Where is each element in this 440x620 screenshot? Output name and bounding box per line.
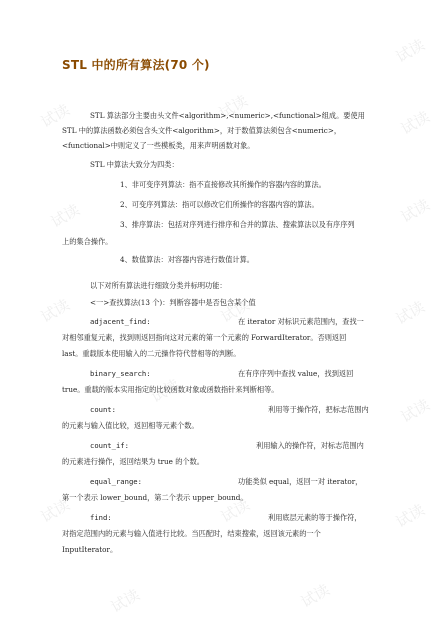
page-title: STL 中的所有算法(70 个)	[62, 58, 210, 72]
algo-desc: InputIterator。	[62, 545, 118, 554]
algo-desc: 在 iterator 对标识元素范围内，查找一	[238, 317, 364, 326]
category-item-continued: 上的集合操作。	[62, 237, 113, 246]
algo-desc: 的元素进行操作，返回结果为 true 的个数。	[62, 457, 204, 466]
watermark: 试读	[297, 580, 333, 612]
algo-name: equal_range:	[90, 477, 142, 486]
algo-name: count_if:	[90, 441, 129, 450]
watermark: 试读	[392, 297, 428, 329]
algo-name: count:	[90, 405, 116, 414]
category-item: 4、数值算法：对容器内容进行数值计算。	[120, 255, 254, 264]
algo-desc: 对指定范围内的元素与输入值进行比较。当匹配时，结束搜索，返回该元素的一个	[62, 529, 321, 538]
intro-line: STL 算法部分主要由头文件<algorithm>,<numeric>,<functional>组成。要使用	[90, 111, 365, 120]
algo-desc: 第一个表示 lower_bound，第二个表示 upper_bound。	[62, 493, 248, 502]
algo-desc: 在有序序列中查找 value，找到返回	[238, 369, 354, 378]
category-item: 2、可变序列算法：指可以修改它们所操作的容器内容的算法。	[120, 200, 319, 209]
algo-name: binary_search:	[90, 369, 151, 378]
algo-name: find:	[90, 513, 112, 522]
watermark: 试读	[397, 107, 433, 139]
detail-intro: 以下对所有算法进行细致分类并标明功能：	[90, 281, 227, 290]
watermark: 试读	[397, 395, 433, 427]
watermark: 试读	[215, 91, 251, 123]
algo-desc: 利用底层元素的等于操作符，	[268, 513, 362, 522]
algo-desc: 利用输入的操作符，对标志范围内	[256, 441, 364, 450]
watermark: 试读	[37, 100, 73, 132]
algo-desc: 对相邻重复元素，找到则返回指向这对元素的第一个元素的 ForwardIterator。否则返回	[62, 333, 347, 342]
algo-desc: last。重载版本使用输入的二元操作符代替相等的判断。	[62, 349, 241, 358]
group-title: <一>查找算法(13 个)：判断容器中是否包含某个值	[90, 298, 256, 307]
watermark: 试读	[217, 295, 253, 327]
algo-desc: 功能类似 equal，返回一对 iterator，	[238, 477, 363, 486]
category-item: 3、排序算法：包括对序列进行排序和合并的算法、搜索算法以及有序序列	[120, 220, 355, 229]
watermark: 试读	[392, 500, 428, 532]
watermark: 试读	[392, 35, 428, 67]
algo-name: adjacent_find:	[90, 317, 151, 326]
watermark: 试读	[147, 375, 183, 407]
intro-line: <functional>中则定义了一些模板类，用来声明函数对象。	[62, 141, 255, 150]
watermark: 试读	[37, 495, 73, 527]
intro-line: STL 中的算法函数必须包含头文件<algorithm>，对于数值算法须包含<numeric>，	[62, 126, 342, 135]
watermark: 试读	[217, 495, 253, 527]
watermark: 试读	[47, 200, 83, 232]
watermark: 试读	[107, 585, 143, 617]
category-item: 1、非可变序列算法：指不直接修改其所操作的容器内容的算法。	[120, 180, 326, 189]
watermark: 试读	[397, 195, 433, 227]
categories-intro: STL 中算法大致分为四类：	[90, 160, 179, 169]
algo-desc: 利用等于操作符，把标志范围内	[268, 405, 369, 414]
watermark: 试读	[37, 295, 73, 327]
algo-desc: true。重载的版本实用指定的比较函数对象或函数指针来判断相等。	[62, 385, 279, 394]
algo-desc: 的元素与输入值比较，返回相等元素个数。	[62, 421, 199, 430]
